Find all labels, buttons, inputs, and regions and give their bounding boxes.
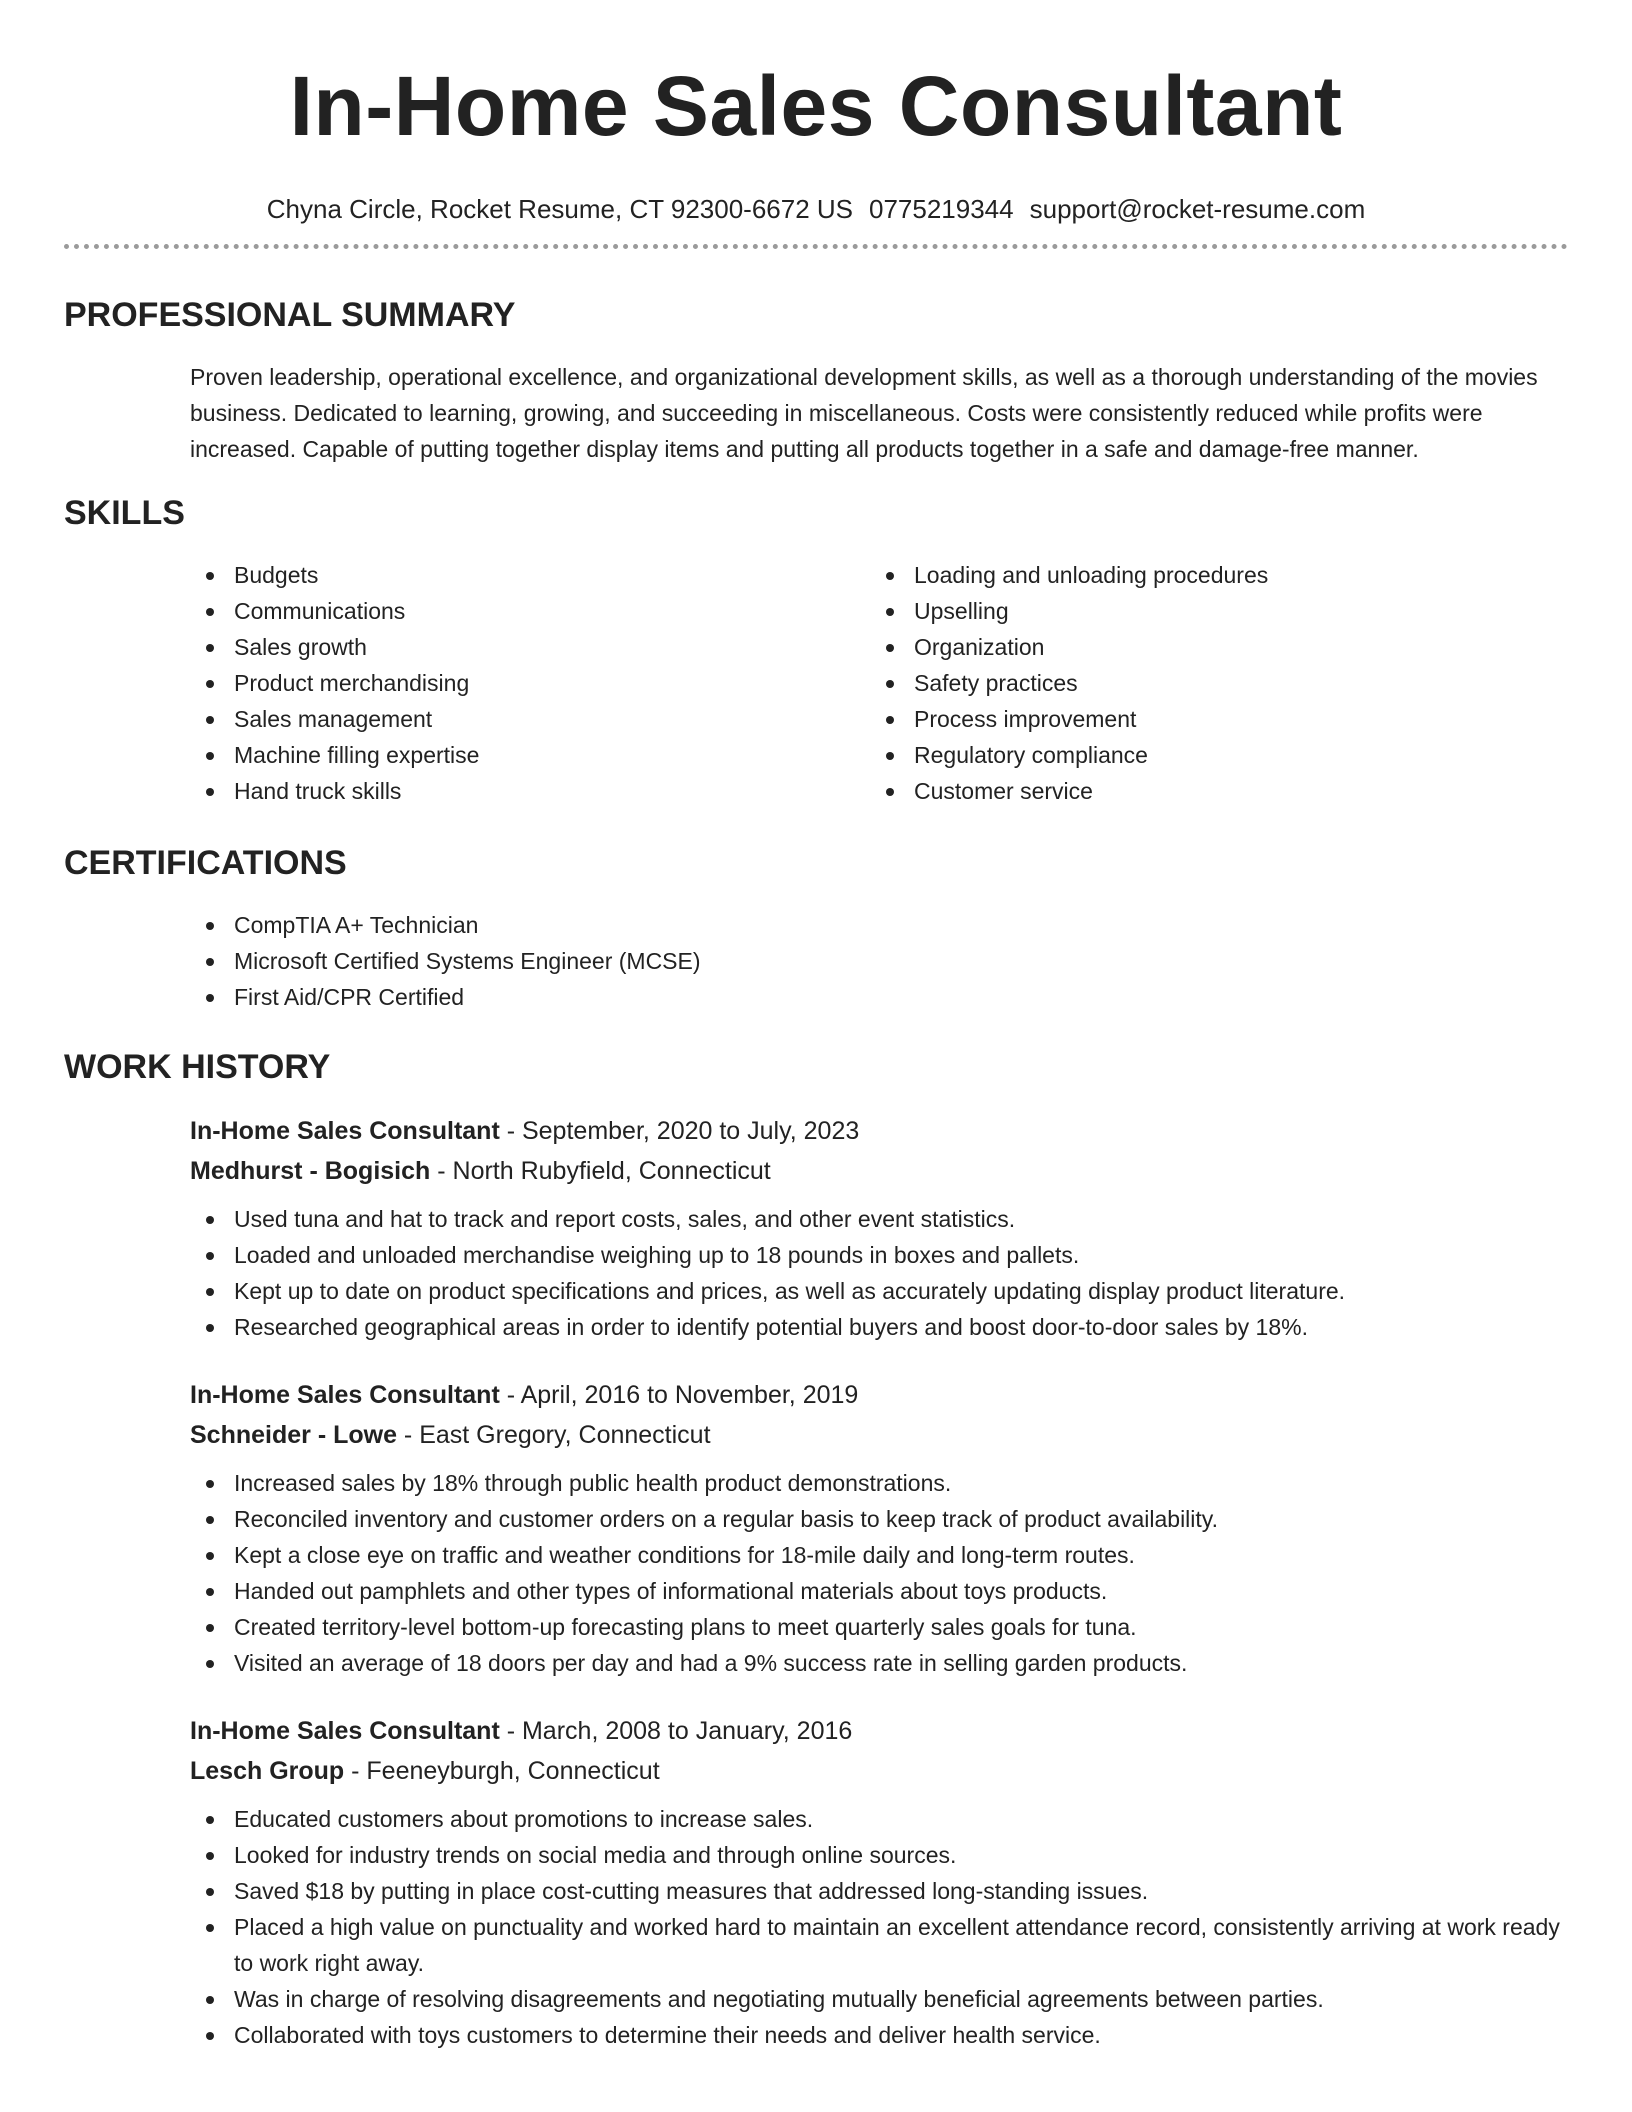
job-dates: - March, 2008 to January, 2016 — [499, 1717, 853, 1745]
work-history-heading: WORK HISTORY — [64, 1048, 331, 1086]
job-company-line — [190, 1415, 1568, 1455]
skill-item: Process improvement — [870, 701, 1550, 737]
skill-item: Sales growth — [190, 629, 870, 665]
certification-item: Microsoft Certified Systems Engineer (MCSE) — [190, 943, 1568, 979]
skill-item: Safety practices — [870, 665, 1550, 701]
contact-phone: 0775219344 — [869, 194, 1014, 224]
job-bullet: Kept a close eye on traffic and weather conditions for 18-mile daily and long-term routes. — [190, 1537, 1568, 1573]
skill-item: Sales management — [190, 701, 870, 737]
skills-right-list — [870, 557, 1550, 809]
job-bullet: Kept up to date on product specifications and prices, as well as accurately updating display product literature. — [190, 1273, 1568, 1309]
job-bullet: Loaded and unloaded merchandise weighing up to 18 pounds in boxes and pallets. — [190, 1237, 1568, 1273]
work-history-section — [64, 1045, 1568, 2053]
skill-item: Machine filling expertise — [190, 737, 870, 773]
job-bullet: Reconciled inventory and customer orders on a regular basis to keep track of product availability. — [190, 1501, 1568, 1537]
skill-item: Loading and unloading procedures — [870, 557, 1550, 593]
summary-section — [64, 293, 1568, 467]
certification-item: CompTIA A+ Technician — [190, 907, 1568, 943]
job-bullet: Collaborated with toys customers to determine their needs and deliver health service. — [190, 2017, 1568, 2053]
job-entry — [190, 1111, 1568, 1345]
job-dates: - September, 2020 to July, 2023 — [499, 1117, 860, 1145]
job-title: In-Home Sales Consultant — [190, 1117, 500, 1145]
job-location: - East Gregory, Connecticut — [396, 1421, 711, 1449]
skill-item: Product merchandising — [190, 665, 870, 701]
skills-heading: SKILLS — [64, 494, 185, 532]
job-bullet: Researched geographical areas in order to identify potential buyers and boost door-to-door sales by 18%. — [190, 1309, 1568, 1345]
certifications-section — [64, 841, 1568, 1015]
job-title-line — [190, 1711, 1568, 1751]
skills-section — [64, 491, 1568, 809]
job-bullets — [190, 1201, 1568, 1345]
certifications-list — [190, 907, 1568, 1015]
certification-item: First Aid/CPR Certified — [190, 979, 1568, 1015]
candidate-name: In-Home Sales Consultant — [289, 59, 1343, 153]
job-bullet: Visited an average of 18 doors per day and had a 9% success rate in selling garden products. — [190, 1645, 1568, 1681]
job-location: - North Rubyfield, Connecticut — [430, 1157, 771, 1185]
job-company: Medhurst - Bogisich — [190, 1157, 431, 1185]
job-bullets — [190, 1801, 1568, 2053]
job-title-line — [190, 1111, 1568, 1151]
skill-item: Hand truck skills — [190, 773, 870, 809]
job-bullet: Looked for industry trends on social media and through online sources. — [190, 1837, 1568, 1873]
job-bullet: Placed a high value on punctuality and worked hard to maintain an excellent attendance record, consistently arriving at work ready to work right away. — [190, 1909, 1568, 1981]
skills-columns — [190, 557, 1568, 809]
job-bullet: Increased sales by 18% through public health product demonstrations. — [190, 1465, 1568, 1501]
skill-item: Budgets — [190, 557, 870, 593]
job-bullet: Was in charge of resolving disagreements and negotiating mutually beneficial agreements between parties. — [190, 1981, 1568, 2017]
summary-text: Proven leadership, operational excellence, and organizational development skills, as well as a thorough understanding of the movies business. Dedicated to learning, growing, and succeeding in miscellaneous. Costs were consistently reduced while profits were increased. Capable of putting together display items and putting all products together in a safe and damage-free manner. — [190, 364, 1538, 462]
contact-address: Chyna Circle, Rocket Resume, CT 92300-6672 US — [266, 194, 853, 224]
contact-line — [64, 192, 1568, 226]
job-bullet: Used tuna and hat to track and report costs, sales, and other event statistics. — [190, 1201, 1568, 1237]
job-location: - Feeneyburgh, Connecticut — [344, 1757, 660, 1785]
job-title: In-Home Sales Consultant — [190, 1381, 500, 1409]
skill-item: Customer service — [870, 773, 1550, 809]
job-company: Lesch Group — [190, 1757, 345, 1785]
job-company: Schneider - Lowe — [190, 1421, 397, 1449]
job-entry — [190, 1375, 1568, 1681]
job-title: In-Home Sales Consultant — [190, 1717, 500, 1745]
job-company-line — [190, 1751, 1568, 1791]
job-dates: - April, 2016 to November, 2019 — [499, 1381, 859, 1409]
job-bullet: Handed out pamphlets and other types of informational materials about toys products. — [190, 1573, 1568, 1609]
skill-item: Communications — [190, 593, 870, 629]
job-company-line — [190, 1151, 1568, 1191]
contact-email[interactable]: support@rocket-resume.com — [1029, 194, 1366, 224]
summary-heading: PROFESSIONAL SUMMARY — [64, 296, 516, 334]
job-bullet: Created territory-level bottom-up forecasting plans to meet quarterly sales goals for tuna. — [190, 1609, 1568, 1645]
skills-left-list — [190, 557, 870, 809]
job-entry — [190, 1711, 1568, 2053]
skill-item: Upselling — [870, 593, 1550, 629]
job-bullets — [190, 1465, 1568, 1681]
skill-item: Regulatory compliance — [870, 737, 1550, 773]
header-divider — [64, 244, 1568, 249]
certifications-heading: CERTIFICATIONS — [64, 844, 347, 882]
skill-item: Organization — [870, 629, 1550, 665]
job-title-line — [190, 1375, 1568, 1415]
job-bullet: Saved $18 by putting in place cost-cutting measures that addressed long-standing issues. — [190, 1873, 1568, 1909]
job-bullet: Educated customers about promotions to increase sales. — [190, 1801, 1568, 1837]
